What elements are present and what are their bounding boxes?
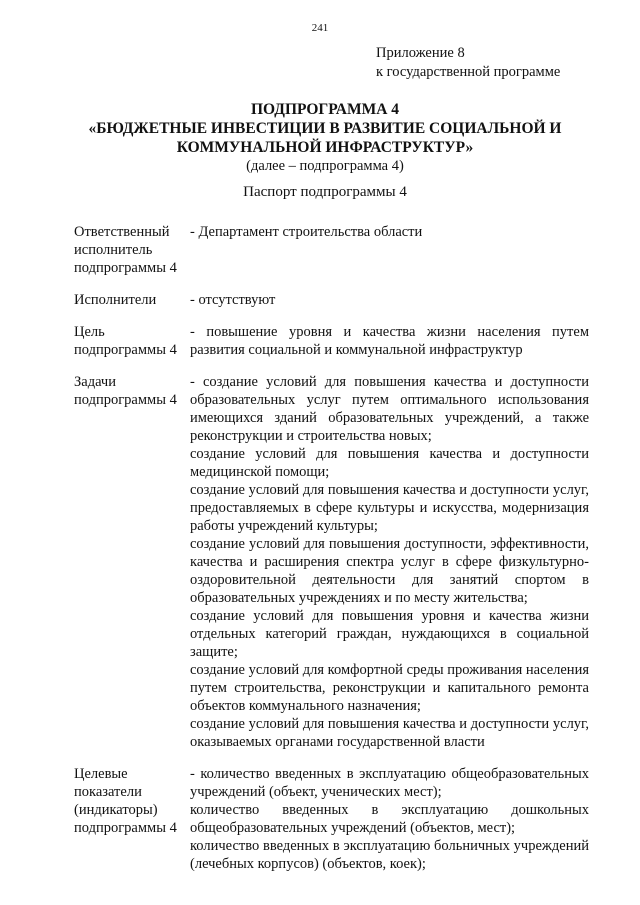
appendix-line: к государственной программе bbox=[376, 64, 561, 80]
passport-row bbox=[74, 291, 589, 309]
row-value-paragraph: создание условий для повышения качества и доступности медицинской помощи; bbox=[190, 446, 589, 480]
row-label-line: подпрограммы 4 bbox=[74, 820, 177, 836]
row-label bbox=[74, 373, 190, 751]
row-label bbox=[74, 291, 190, 309]
row-value-paragraph: - создание условий для повышения качества и доступности образовательных услуг путем оптимального использования имеющихся зданий образовательных учреждений, а также реконструкции и строительства новых; bbox=[190, 374, 589, 444]
row-value-paragraph: создание условий для повышения качества и доступности услуг, предоставляемых в сфере культуры и искусства, модернизация работы учреждений культуры; bbox=[190, 482, 589, 534]
passport-row bbox=[74, 765, 589, 873]
row-label bbox=[74, 323, 190, 359]
passport-row bbox=[74, 323, 589, 359]
title-line: КОММУНАЛЬНОЙ ИНФРАСТРУКТУР» bbox=[176, 139, 474, 156]
appendix-line: Приложение 8 bbox=[376, 45, 465, 61]
row-value bbox=[190, 323, 589, 359]
row-value-paragraph: создание условий для повышения уровня и качества жизни отдельных категорий граждан, нуждающихся в социальной защите; bbox=[190, 608, 589, 660]
row-label-line: Исполнители bbox=[74, 292, 157, 308]
row-label-line: Цель bbox=[74, 324, 105, 340]
passport-table bbox=[74, 223, 589, 887]
row-value-paragraph: создание условий для комфортной среды проживания населения путем строительства, реконструкции и капитального ремонта объектов коммунального назначения; bbox=[190, 662, 589, 714]
row-value-paragraph: количество введенных в эксплуатацию дошкольных общеобразовательных учреждений (объектов, мест); bbox=[190, 802, 589, 836]
row-label-line: исполнитель bbox=[74, 242, 153, 258]
page-number: 241 bbox=[311, 22, 329, 34]
passport-row bbox=[74, 223, 589, 277]
row-label-line: подпрограммы 4 bbox=[74, 260, 177, 276]
title-line: ПОДПРОГРАММА 4 bbox=[250, 101, 400, 118]
row-label-line: Задачи bbox=[74, 374, 116, 390]
row-value-paragraph: количество введенных в эксплуатацию больничных учреждений (лечебных корпусов) (объектов, коек); bbox=[190, 838, 589, 872]
row-label-line: показатели bbox=[74, 784, 142, 800]
row-value-paragraph: создание условий для повышения качества и доступности услуг, оказываемых органами государственной власти bbox=[190, 716, 589, 750]
row-value bbox=[190, 291, 589, 309]
row-value bbox=[190, 373, 589, 751]
row-label bbox=[74, 765, 190, 873]
title-subline: (далее – подпрограмма 4) bbox=[246, 158, 404, 174]
row-label-line: Целевые bbox=[74, 766, 128, 782]
document-title bbox=[60, 100, 590, 176]
passport-title: Паспорт подпрограммы 4 bbox=[243, 184, 407, 200]
passport-row bbox=[74, 373, 589, 751]
row-value-paragraph: создание условий для повышения доступности, эффективности, качества и расширения спектра услуг в сфере физкультурно-оздоровительной деятельности для занятий спортом в образовательных учреждениях и по месту жительства; bbox=[190, 536, 589, 606]
row-label bbox=[74, 223, 190, 277]
row-label-line: подпрограммы 4 bbox=[74, 342, 177, 358]
row-label-line: (индикаторы) bbox=[74, 802, 158, 818]
row-value-paragraph: - количество введенных в эксплуатацию общеобразовательных учреждений (объект, ученических мест); bbox=[190, 766, 589, 800]
row-label-line: подпрограммы 4 bbox=[74, 392, 177, 408]
row-label-line: Ответственный bbox=[74, 224, 170, 240]
row-value-paragraph: - отсутствуют bbox=[190, 292, 276, 308]
row-value-paragraph: - Департамент строительства области bbox=[190, 224, 423, 240]
appendix-note bbox=[376, 44, 560, 82]
row-value bbox=[190, 765, 589, 873]
row-value bbox=[190, 223, 589, 277]
row-value-paragraph: - повышение уровня и качества жизни населения путем развития социальной и коммунальной инфраструктур bbox=[190, 324, 589, 358]
title-line: «БЮДЖЕТНЫЕ ИНВЕСТИЦИИ В РАЗВИТИЕ СОЦИАЛЬНОЙ И bbox=[88, 120, 562, 137]
